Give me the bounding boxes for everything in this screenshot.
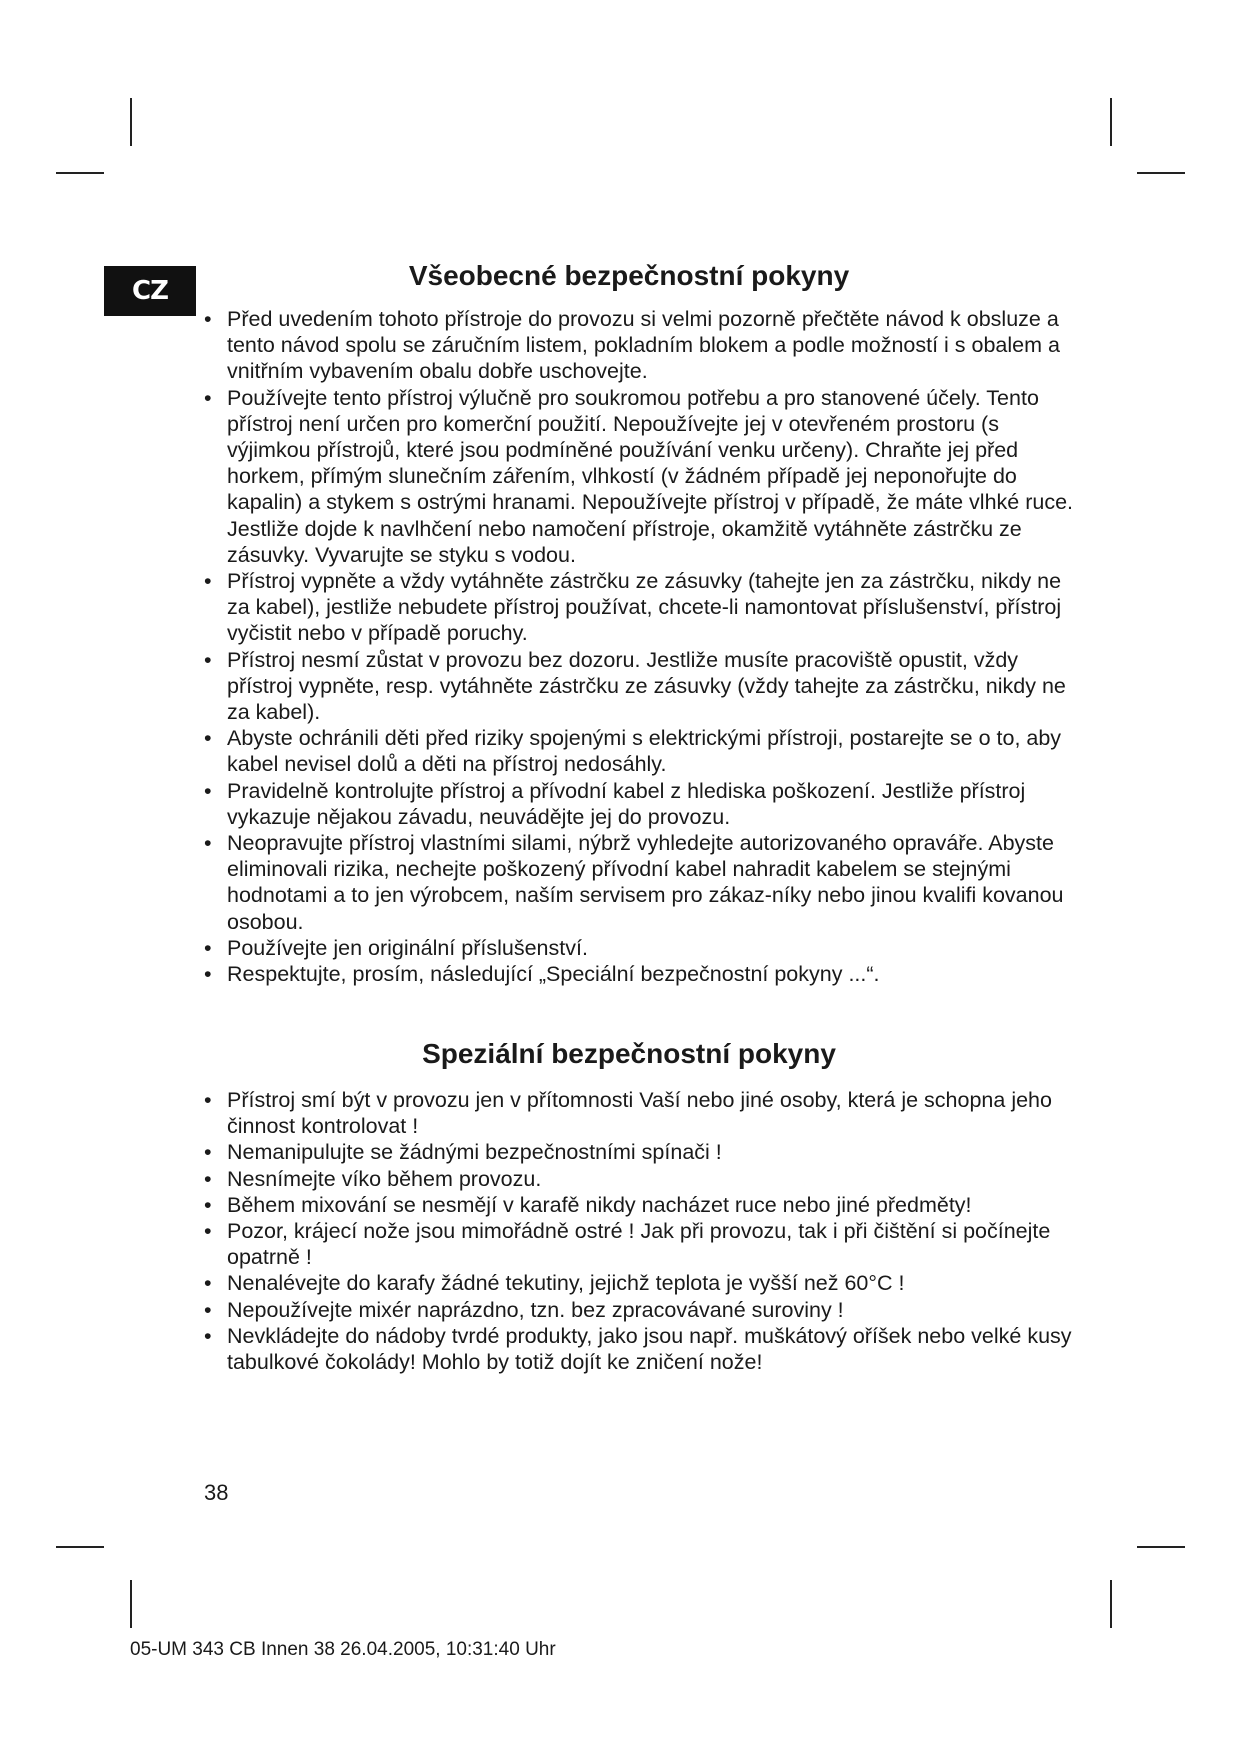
list-item-text: Respektujte, prosím, následující „Speciální bezpečnostní pokyny ...“.: [227, 962, 880, 987]
list-item-text: Nepoužívejte mixér naprázdno, tzn. bez zpracovávané suroviny !: [227, 1297, 844, 1322]
list-item-text: Nesnímejte víko během provozu.: [227, 1166, 542, 1191]
bullet-icon: •: [204, 1088, 212, 1112]
list-item: [204, 385, 1074, 568]
bullet-icon: •: [204, 1140, 212, 1165]
bullet-icon: •: [204, 1192, 212, 1217]
list-item-text: Nevkládejte do nádoby tvrdé produkty, jako jsou např. muškátový oříšek nebo velké kusy tabulkové čokolády! Mohlo by totiž dojít ke zničení nože!: [227, 1323, 1072, 1375]
list-item: [204, 306, 1074, 385]
list-item-text: Pozor, krájecí nože jsou mimořádně ostré ! Jak při provozu, tak i při čištění si počínejte opatrně !: [227, 1219, 1051, 1270]
list-item-text: Používejte tento přístroj výlučně pro soukromou potřebu a pro stanovené účely. Tento přístroj není určen pro komerční použití. Nepoužívejte jej v otevřeném prostoru (s výjimkou přístrojů, které jsou podmíněné používání venku určeny). Chraňte jej před horkem, přímým slunečním zářením, vlhkostí (v žádném případě jej neponořujte do kapalin) a stykem s ostrými hranami. Nepoužívejte přístroj v případě, že máte vlhké ruce. Jestliže dojde k navlhčení nebo namočení přístroje, okamžitě vytáhněte zástrčku ze zásuvky. Vyvarujte se styku s vodou.: [227, 385, 1074, 567]
list-item: [204, 1297, 1074, 1323]
bullet-icon: •: [204, 778, 212, 803]
bullet-icon: •: [204, 385, 212, 410]
list-item: [204, 725, 1074, 777]
crop-mark-top-left-vertical: [130, 98, 132, 146]
list-item: [204, 1270, 1074, 1296]
crop-mark-top-left-horizontal: [56, 172, 104, 174]
crop-mark-bottom-left-horizontal: [56, 1546, 104, 1548]
list-item-text: Přístroj vypněte a vždy vytáhněte zástrčku ze zásuvky (tahejte jen za zástrčku, nikdy ne za kabel), jestliže nebudete přístroj používat, chcete-li namontovat příslušenství, přístroj vyčistit nebo v případě poruchy.: [227, 569, 1062, 646]
bullet-icon: •: [204, 307, 212, 331]
list-item: [204, 778, 1074, 830]
bullet-icon: •: [204, 726, 212, 751]
list-item-text: Přístroj nesmí zůstat v provozu bez dozoru. Jestliže musíte pracoviště opustit, vždy přístroj vypněte, resp. vytáhněte zástrčku ze zásuvky (vždy tahejte za zástrčku, nikdy ne za kabel).: [227, 647, 1066, 725]
list-item: [204, 1192, 1074, 1218]
list-item: [204, 1323, 1074, 1375]
bullet-icon: •: [204, 1219, 212, 1244]
list-item-text: Neopravujte přístroj vlastními silami, nýbrž vyhledejte autorizovaného opraváře. Abyste eliminovali rizika, nechejte poškozený přívodní kabel nahradit kabelem se stejnými hodnotami a to jen výrobcem, naším servisem pro zákaz-níky nebo jinou kvalifi kovanou osobou.: [227, 831, 1064, 934]
list-item-text: Pravidelně kontrolujte přístroj a přívodní kabel z hlediska poškození. Jestliže přístroj vykazuje nějakou závadu, neuvádějte jej do provozu.: [227, 778, 1026, 829]
list-item-text: Nemanipulujte se žádnými bezpečnostními spínači !: [227, 1140, 722, 1165]
special-safety-list: [204, 1087, 1074, 1375]
list-item: [204, 647, 1074, 726]
footer-print-slug: 05-UM 343 CB Innen 38 26.04.2005, 10:31:40 Uhr: [130, 1639, 556, 1660]
bullet-icon: •: [204, 962, 212, 987]
list-item: [204, 830, 1074, 935]
bullet-icon: •: [204, 831, 212, 856]
list-item-text: Abyste ochránili děti před riziky spojenými s elektrickými přístroji, postarejte se o to, aby kabel nevisel dolů a děti na přístroj nedosáhly.: [227, 726, 1062, 777]
list-item: [204, 568, 1074, 647]
bullet-icon: •: [204, 1323, 212, 1348]
general-safety-list: [204, 306, 1074, 987]
list-item: [204, 1139, 1074, 1165]
bullet-icon: •: [204, 1271, 212, 1296]
crop-mark-bottom-left-vertical: [130, 1580, 132, 1628]
crop-mark-top-right-vertical: [1110, 98, 1112, 146]
bullet-icon: •: [204, 647, 212, 672]
list-item: [204, 961, 1074, 987]
bullet-icon: •: [204, 1297, 212, 1322]
list-item: [204, 1087, 1074, 1139]
list-item-text: Používejte jen originální příslušenství.: [227, 935, 588, 960]
crop-mark-top-right-horizontal: [1137, 172, 1185, 174]
bullet-icon: •: [204, 935, 212, 960]
general-safety-title: Všeobecné bezpečnostní pokyny: [408, 260, 850, 291]
crop-mark-bottom-right-vertical: [1110, 1580, 1112, 1628]
crop-mark-bottom-right-horizontal: [1137, 1546, 1185, 1548]
list-item-text: Nenalévejte do karafy žádné tekutiny, jejichž teplota je vyšší než 60°C !: [227, 1271, 905, 1296]
list-item: [204, 1218, 1074, 1270]
page-number: 38: [204, 1480, 229, 1505]
list-item-text: Přístroj smí být v provozu jen v přítomnosti Vaší nebo jiné osoby, která je schopna jeho činnost kontrolovat !: [227, 1088, 1052, 1139]
bullet-icon: •: [204, 1166, 212, 1191]
list-item-text: Během mixování se nesmějí v karafě nikdy nacházet ruce nebo jiné předměty!: [227, 1192, 972, 1217]
list-item-text: Před uvedením tohoto přístroje do provozu si velmi pozorně přečtěte návod k obsluze a tento návod spolu se záručním listem, pokladním blokem a podle možností i s obalem a vnitřním vybavením obalu dobře uschovejte.: [227, 307, 1060, 384]
special-safety-title: Speziální bezpečnostní pokyny: [422, 1038, 836, 1069]
language-tab: CZ: [104, 266, 196, 316]
list-item: [204, 935, 1074, 961]
bullet-icon: •: [204, 569, 212, 594]
list-item: [204, 1166, 1074, 1192]
